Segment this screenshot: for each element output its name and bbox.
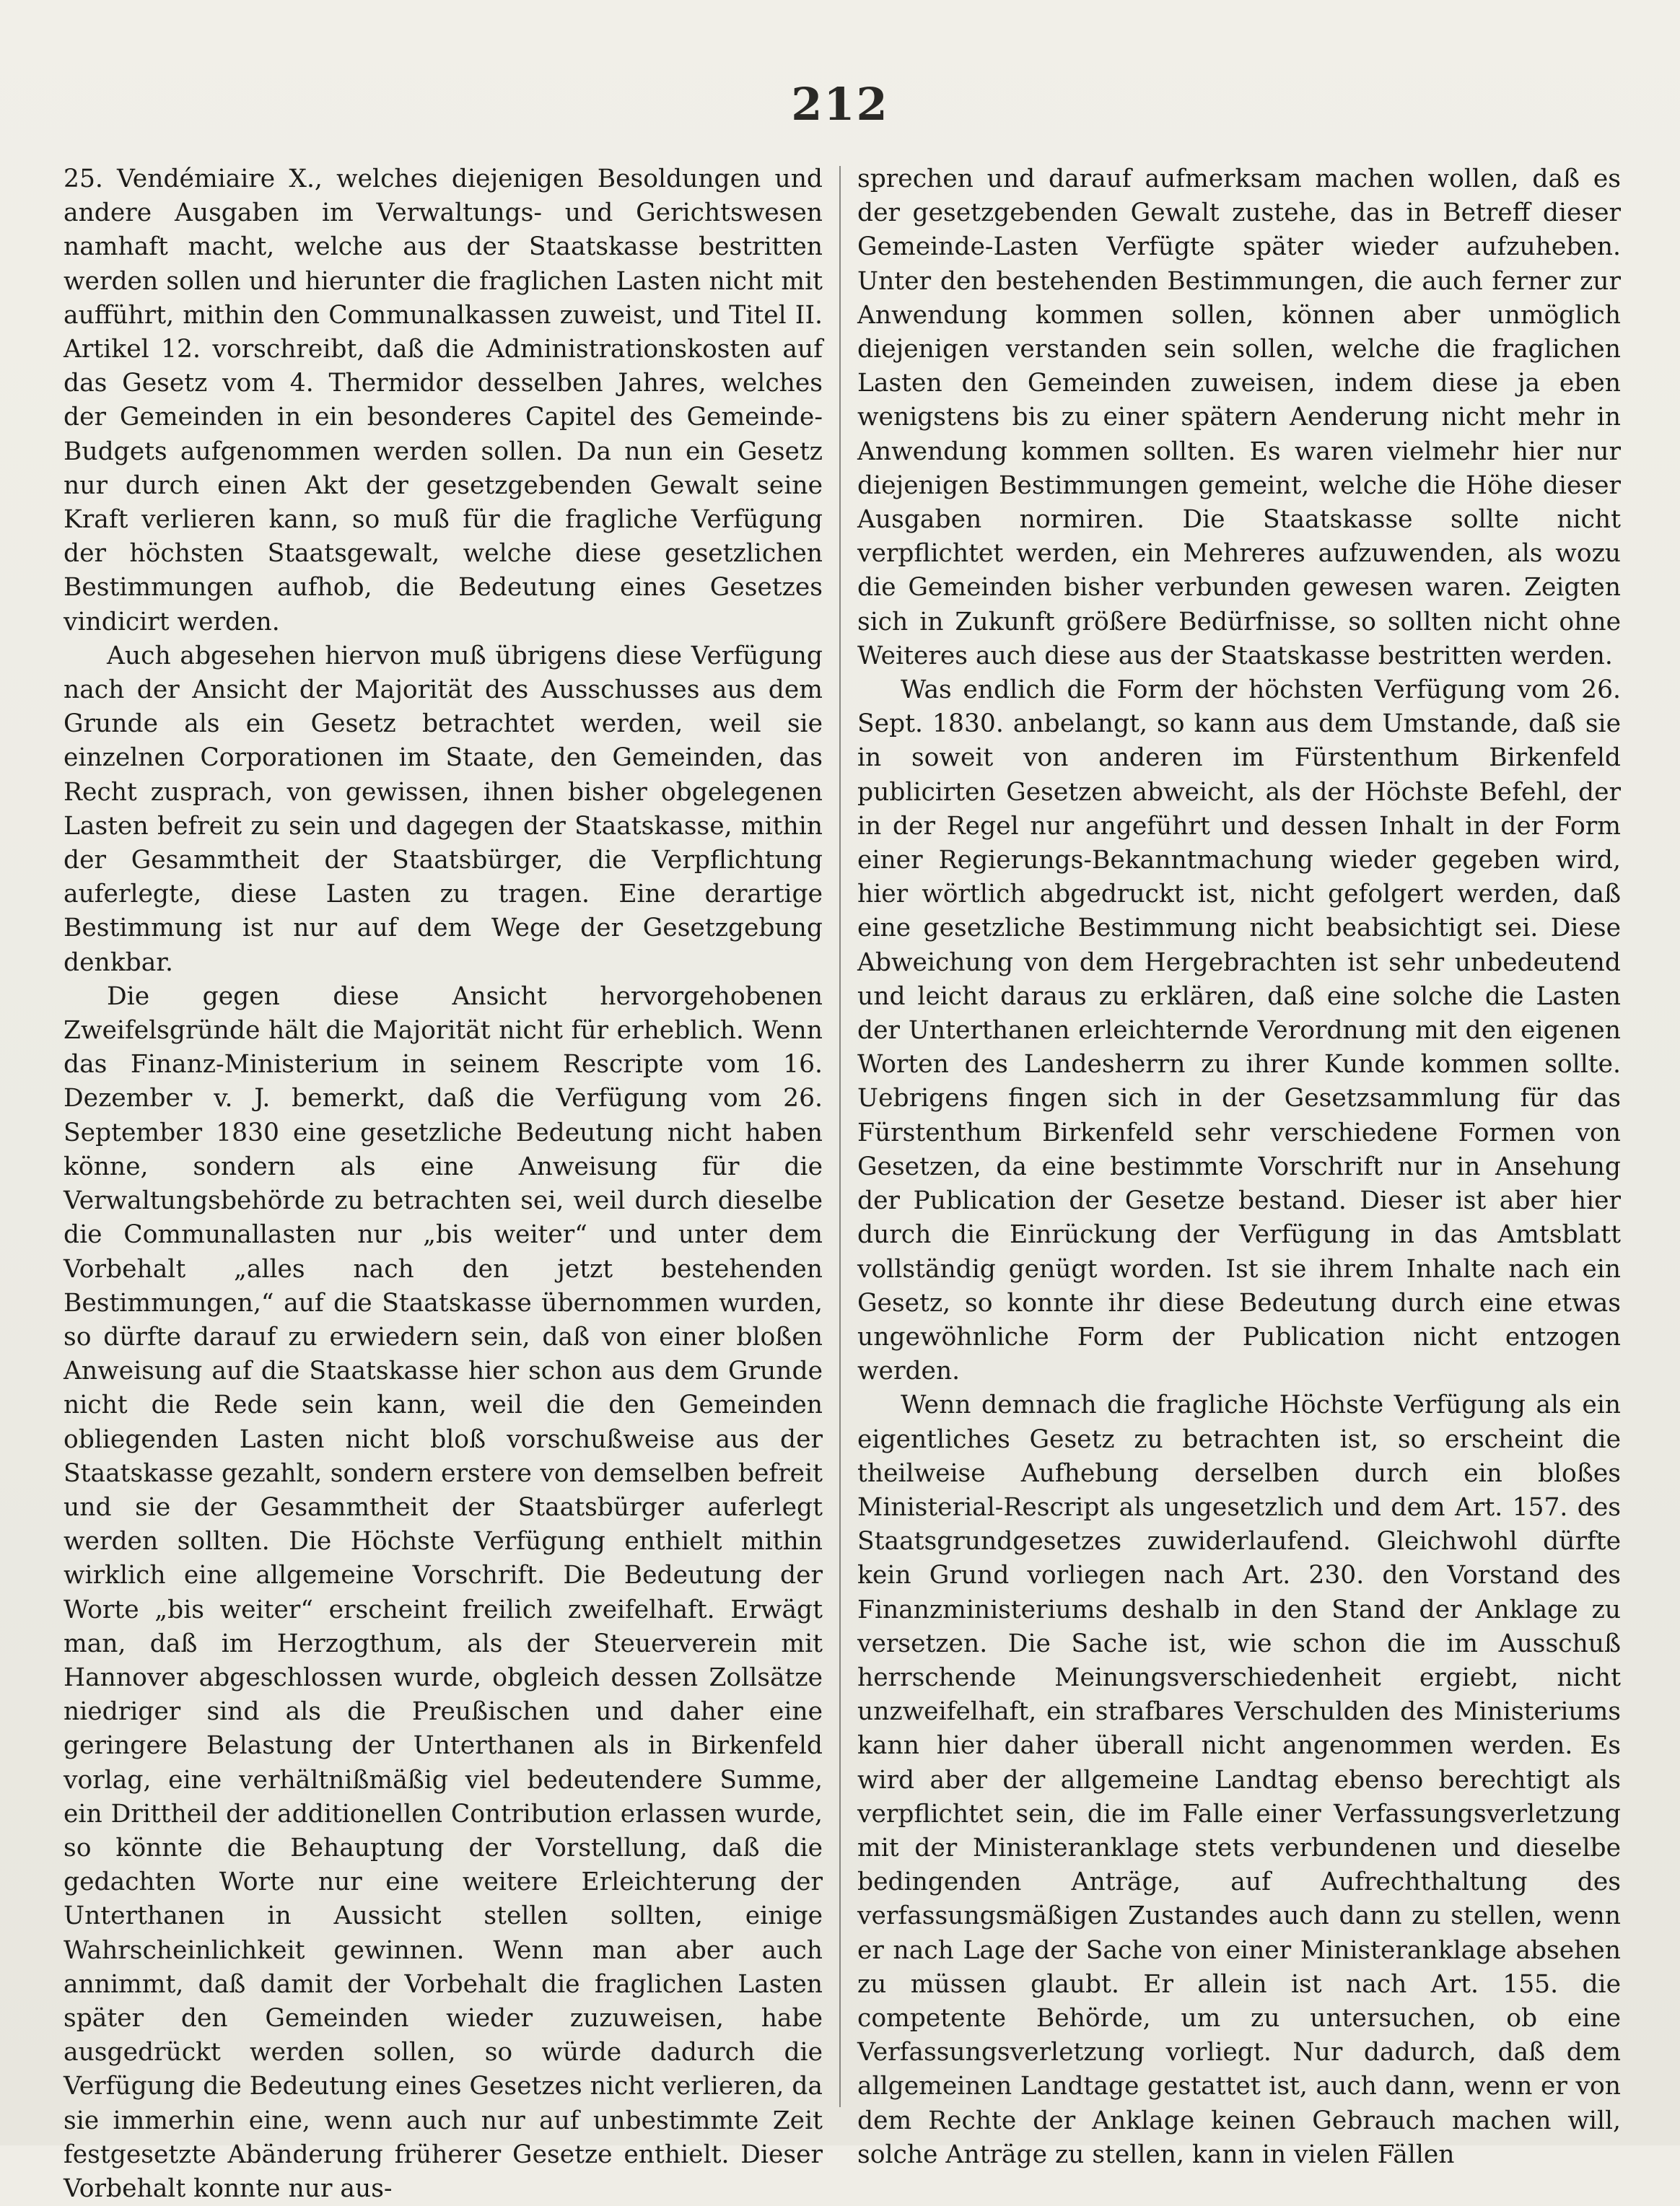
right-paragraph-3: Wenn demnach die fragliche Höchste Verfügung als ein eigentliches Gesetz zu betrachten ist, so erscheint die theilweise Aufhebung derselben durch ein bloßes Ministerial-Rescript als ungesetzlich und dem Art. 157. des Staatsgrundgesetzes zuwiderlaufend. Gleichwohl dürfte kein Grund vorliegen nach Art. 230. den Vorstand des Finanzministeriums deshalb in den Stand der Anklage zu versetzen. Die Sache ist, wie schon die im Ausschuß herrschende Meinungsverschiedenheit ergiebt, nicht unzweifelhaft, ein strafbares Verschulden des Ministeriums kann hier daher überall nicht angenommen werden. Es wird aber der allgemeine Landtag ebenso berechtigt als verpflichtet sein, die im Falle einer Verfassungsverletzung mit der Ministeranklage stets verbundenen und dieselbe bedingenden Anträge, auf Aufrechthaltung des verfassungsmäßigen Zustandes auch dann zu stellen, wenn er nach Lage der Sache von einer Ministeranklage absehen zu müssen glaubt. Er allein ist nach Art. 155. die competente Behörde, um zu untersuchen, ob eine Verfassungsverletzung vorliegt. Nur dadurch, daß dem allgemeinen Landtage gestattet ist, auch dann, wenn er von dem Rechte der Anklage keinen Gebrauch machen will, solche Anträge zu stellen, kann in vielen Fällen bbox=[857, 1391, 1621, 2169]
left-paragraph-3: Die gegen diese Ansicht hervorgehobenen Zweifelsgründe hält die Majorität nicht für erheblich. Wenn das Finanz-Ministerium in seinem Rescripte vom 16. Dezember v. J. bemerkt, daß die Verfügung vom 26. September 1830 eine gesetzliche Bedeutung nicht haben könne, sondern als eine Anweisung für die Verwaltungsbehörde zu betrachten sei, weil durch dieselbe die Communallasten nur „bis weiter“ und unter dem Vorbehalt „alles nach den jetzt bestehenden Bestimmungen,“ auf die Staatskasse übernommen wurden, so dürfte darauf zu erwiedern sein, daß von einer bloßen Anweisung auf die Staatskasse hier schon aus dem Grunde nicht die Rede sein kann, weil die den Gemeinden obliegenden Lasten nicht bloß vorschußweise aus der Staatskasse gezahlt, sondern erstere von demselben befreit und sie der Gesammtheit der Staatsbürger auferlegt werden sollten. Die Höchste Verfügung enthielt mithin wirklich eine allgemeine Vorschrift. Die Bedeutung der Worte „bis weiter“ erscheint freilich zweifelhaft. Erwägt man, daß im Herzogthum, als der Steuerverein mit Hannover abgeschlossen wurde, obgleich dessen Zollsätze niedriger sind als die Preußischen und daher eine geringere Belastung der Unterthanen als in Birkenfeld vorlag, eine verhältnißmäßig viel bedeutendere Summe, ein Drittheil der additionellen Contribution erlassen wurde, so könnte die Behauptung der Vorstellung, daß die gedachten Worte nur eine weitere Erleichterung der Unterthanen in Aussicht stellen sollten, einige Wahrscheinlichkeit gewinnen. Wenn man aber auch annimmt, daß damit der Vorbehalt die fraglichen Lasten später den Gemeinden wieder zuzuweisen, habe ausgedrückt werden sollen, so würde dadurch die Verfügung die Bedeutung eines Gesetzes nicht verlieren, da sie immerhin eine, wenn auch nur auf unbestimmte Zeit festgesetzte Abänderung früherer Gesetze enthielt. Dieser Vorbehalt konnte nur aus- bbox=[64, 981, 823, 2203]
right-paragraph-1: sprechen und darauf aufmerksam machen wollen, daß es der gesetzgebenden Gewalt zustehe, das in Betreff dieser Gemeinde-Lasten Verfügte später wieder aufzuheben. Unter den bestehenden Bestimmungen, die auch ferner zur Anwendung kommen sollen, können aber unmöglich diejenigen verstanden sein sollen, welche die fraglichen Lasten den Gemeinden zuweisen, indem diese ja eben wenigstens bis zu einer spätern Aenderung nicht mehr in Anwendung kommen sollten. Es waren vielmehr hier nur diejenigen Bestimmungen gemeint, welche die Höhe dieser Ausgaben normiren. Die Staatskasse sollte nicht verpflichtet werden, ein Mehreres aufzuwenden, als wozu die Gemeinden bisher verbunden gewesen waren. Zeigten sich in Zukunft größere Bedürfnisse, so sollten nicht ohne Weiteres auch diese aus der Staatskasse bestritten werden. bbox=[857, 165, 1621, 670]
left-paragraph-2: Auch abgesehen hiervon muß übrigens diese Verfügung nach der Ansicht der Majorität des Ausschusses aus dem Grunde als ein Gesetz betrachtet werden, weil sie einzelnen Corporationen im Staate, den Gemeinden, das Recht zusprach, von gewissen, ihnen bisher obgelegenen Lasten befreit zu sein und dagegen der Staatskasse, mithin der Gesammtheit der Staatsbürger, die Verpflichtung auferlegte, diese Lasten zu tragen. Eine derartige Bestimmung ist nur auf dem Wege der Gesetzgebung denkbar. bbox=[64, 641, 823, 977]
left-paragraph-1: 25. Vendémiaire X., welches diejenigen Besoldungen und andere Ausgaben im Verwaltungs- und Gerichtswesen namhaft macht, welche aus der Staatskasse bestritten werden sollen und hierunter die fraglichen Lasten nicht mit aufführt, mithin den Communalkassen zuweist, und Titel II. Artikel 12. vorschreibt, daß die Administrationskosten auf das Gesetz vom 4. Thermidor desselben Jahres, welches der Gemeinden in ein besonderes Capitel des Gemeinde-Budgets aufgenommen werden sollen. Da nun ein Gesetz nur durch einen Akt der gesetzgebenden Gewalt seine Kraft verlieren kann, so muß für die fragliche Verfügung der höchsten Staatsgewalt, welche diese gesetzlichen Bestimmungen aufhob, die Bedeutung eines Gesetzes vindicirt werden. bbox=[64, 165, 823, 636]
right-paragraph-2: Was endlich die Form der höchsten Verfügung vom 26. Sept. 1830. anbelangt, so kann aus dem Umstande, daß sie in soweit von anderen im Fürstenthum Birkenfeld publicirten Gesetzen abweicht, als der Höchste Befehl, der in der Regel nur angeführt und dessen Inhalt in der Form einer Regierungs-Bekanntmachung wieder gegeben wird, hier wörtlich abgedruckt ist, nicht gefolgert werden, daß eine gesetzliche Bestimmung nicht beabsichtigt sei. Diese Abweichung von dem Hergebrachten ist sehr unbedeutend und leicht daraus zu erklären, daß eine solche die Lasten der Unterthanen erleichternde Verordnung mit den eigenen Worten des Landesherrn zu ihrer Kunde kommen sollte. Uebrigens fingen sich in der Gesetzsammlung für das Fürstenthum Birkenfeld sehr verschiedene Formen von Gesetzen, da eine bestimmte Vorschrift nur in Ansehung der Publication der Gesetze bestand. Dieser ist aber hier durch die Einrückung der Verfügung in das Amtsblatt vollständig genügt worden. Ist sie ihrem Inhalte nach ein Gesetz, so konnte ihr diese Bedeutung durch eine etwas ungewöhnliche Form der Publication nicht entzogen werden. bbox=[857, 675, 1621, 1386]
column-divider bbox=[839, 166, 841, 2107]
right-text-column bbox=[857, 162, 1621, 2169]
left-text-column bbox=[64, 162, 823, 2203]
page-number: 212 bbox=[791, 78, 889, 131]
